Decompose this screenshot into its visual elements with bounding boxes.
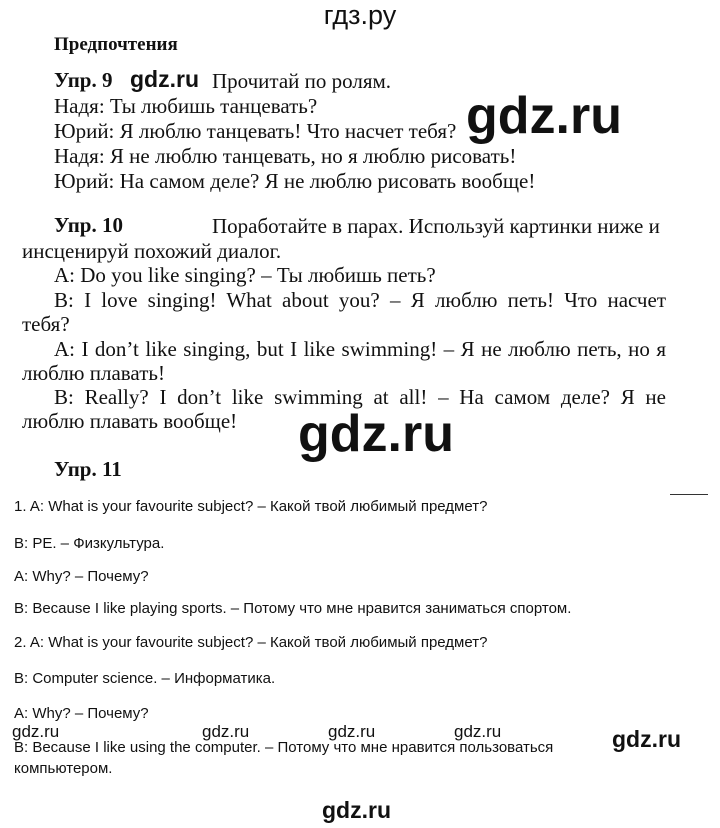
ex11-line-4: B: Because I like playing sports. – Потому что мне нравится заниматься спортом. [14, 600, 572, 617]
ex10-title: Упр. 10 [54, 213, 123, 237]
ex11-line-3: A: Why? – Почему? [14, 568, 149, 585]
ex11-line-7: A: Why? – Почему? [14, 705, 149, 722]
watermark-bottom: gdz.ru [322, 797, 391, 823]
ex10-a2-line-2: люблю плавать! [22, 361, 165, 385]
ex11-line-1: 1. A: What is your favourite subject? – Какой твой любимый предмет? [14, 498, 488, 515]
watermark-small-3: gdz.ru [328, 722, 376, 741]
ex11-line-8: B: Because I like using the computer. – Потому что мне нравится пользоваться [14, 739, 554, 756]
ex11-line-2: B: PE. – Физкультура. [14, 535, 165, 552]
divider-line [670, 494, 708, 495]
watermark-small-1: gdz.ru [12, 722, 60, 741]
watermark-small-4: gdz.ru [454, 722, 502, 741]
ex10-a1: A: Do you like singing? – Ты любишь петь? [54, 263, 436, 287]
section-title: Предпочтения [54, 34, 178, 55]
watermark-big-1: gdz.ru [466, 87, 622, 145]
ex9-line-2: Юрий: Я люблю танцевать! Что насчет тебя? [54, 119, 457, 143]
ex11-line-5: 2. A: What is your favourite subject? – Какой твой любимый предмет? [14, 634, 488, 651]
watermark-inline: gdz.ru [130, 66, 199, 92]
ex9-line-1: Надя: Ты любишь танцевать? [54, 94, 318, 118]
ex10-b1-line-2: тебя? [22, 312, 70, 336]
ex11-line-6: B: Computer science. – Информатика. [14, 670, 276, 687]
ex10-instruction-1: Поработайте в парах. Используй картинки ниже и [212, 214, 660, 238]
ex11-title: Упр. 11 [54, 457, 122, 481]
ex10-a2-line-1: A: I don’t like singing, but I like swimming! – Я не люблю петь, но я [54, 337, 666, 361]
ex10-b2-line-1: B: Really? I don’t like swimming at all! – На самом деле? Я не [54, 385, 666, 409]
ex9-instruction: Прочитай по ролям. [212, 69, 392, 93]
watermark-right: gdz.ru [612, 726, 681, 752]
watermark-small-2: gdz.ru [202, 722, 250, 741]
ex10-b2-line-2: люблю плавать вообще! [22, 409, 238, 433]
watermark-big-2: gdz.ru [298, 405, 454, 463]
ex10-b1-line-1: B: I love singing! What about you? – Я люблю петь! Что насчет [54, 288, 666, 312]
ex11-line-9: компьютером. [14, 760, 113, 777]
site-header[interactable]: гдз.ру [323, 0, 397, 30]
ex9-line-3: Надя: Я не люблю танцевать, но я люблю рисовать! [54, 144, 517, 168]
ex10-instruction-2: инсценируй похожий диалог. [22, 239, 282, 263]
ex9-title: Упр. 9 [54, 68, 113, 92]
ex9-line-4: Юрий: На самом деле? Я не люблю рисовать вообще! [54, 169, 536, 193]
